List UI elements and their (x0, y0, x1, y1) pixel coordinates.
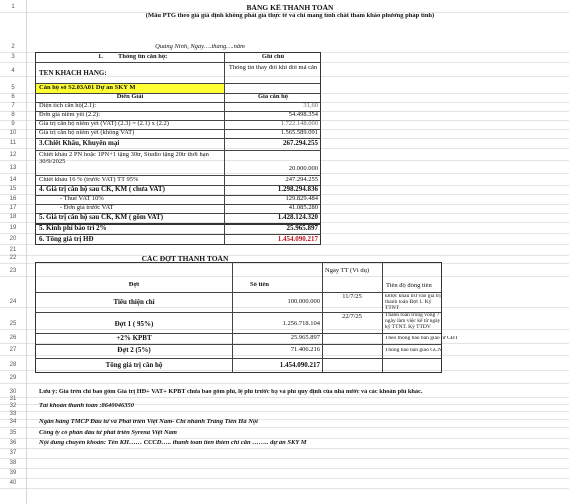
row-number: 7 (11, 103, 15, 109)
row-gridline (0, 383, 569, 384)
value-header: Giá căn hộ (258, 94, 288, 100)
payment-progress: Được khấu trừ vào giá trị thanh toán Đợt 1. Ký TTNT (385, 294, 441, 311)
item-label: 5. Giá trị căn hộ sau CK, KM ( gồm VAT) (39, 214, 164, 221)
row-number: 32 (9, 403, 17, 409)
row-number: 40 (9, 480, 17, 486)
info-change-note: Thông tin thay đổi khi đổi mã căn (228, 65, 318, 71)
note-line: Lưu ý: Giá trên chi bao gồm Giá trị HĐ+ VAT+ KPBT chưa bao gồm phí, lệ phí trước bạ và phí quy định của nhà nước và các khoản phí khác. (39, 389, 423, 395)
account-number: Tài khoản thanh toán :8640046350 (39, 403, 134, 409)
transfer-content: Nội dung chuyển khoản: Tên KH…… CCCD….. thanh toan tien thien chi căn …….. dự án SKY M (39, 440, 307, 446)
row-number: 20 (9, 236, 17, 242)
date-header: Ngày TT (Ví dụ) (325, 268, 369, 274)
row-number: 18 (9, 214, 17, 220)
bank-name: Ngân hàng TMCP Đầu tư và Phát triển Việt Nam- Chi nhánh Tràng Tiền Hà Nội (39, 419, 258, 425)
row-gridline (0, 448, 569, 449)
row-gridline (0, 458, 569, 459)
row-number: 28 (9, 362, 17, 368)
desc-header: Diễn Giải (116, 94, 144, 100)
row-number: 5 (11, 85, 15, 91)
row-number: 6 (11, 94, 15, 100)
item-value: 25.965.897 (286, 225, 318, 232)
page-subtitle: (Mẫu PTG theo giá giả định không phải giá thực tế và chỉ mang tính chất tham khảo phương pháp tính) (145, 13, 435, 19)
row-number: 36 (9, 440, 17, 446)
payment-phase: Tổng giá trị căn hộ (105, 362, 163, 369)
item-value: 31,60 (303, 103, 318, 109)
row-number: 22 (9, 255, 17, 261)
row-number: 19 (9, 225, 17, 231)
payment-total: 1.454.090.217 (279, 362, 320, 369)
item-value: 267.294.255 (283, 140, 318, 147)
row-number: 31 (9, 396, 17, 402)
row-gridline (0, 488, 569, 489)
payment-phase: Đợt 2 (5%) (117, 347, 151, 354)
row-number: 11 (9, 140, 17, 146)
row-number-gutter (26, 0, 27, 504)
row-number: 30 (9, 389, 17, 395)
row-number: 2 (11, 44, 15, 50)
unit-label: Căn hộ số S2.03A01 Dự án SKY M (39, 85, 136, 91)
item-label: Chiết khấu 16 % (trước VAT) TT 95% (39, 177, 139, 183)
row-gridline (0, 411, 569, 412)
item-value: 247.294.255 (285, 177, 318, 183)
row-number: 13 (9, 165, 17, 171)
item-label: 5. Kinh phí bảo trì 2% (39, 225, 107, 232)
item-label: 3.Chiết Khấu, Khuyến mại (39, 140, 120, 147)
row-number: 14 (9, 177, 17, 183)
item-value: 41.085.280 (288, 205, 318, 211)
row-number: 29 (9, 375, 17, 381)
payment-progress: Thông báo bàn giao GCN (385, 348, 442, 353)
payment-amount: 25.965.897 (290, 335, 320, 341)
row-number: 9 (11, 121, 15, 127)
row-gridline (0, 397, 569, 398)
payment-amount: 1.256.718.104 (282, 321, 320, 327)
page-title: BẢNG KÊ THANH TOÁN (246, 4, 334, 12)
item-label: 4. Giá trị căn hộ sau CK, KM ( chưa VAT) (39, 186, 165, 193)
row-number: 16 (9, 196, 17, 202)
row-number: 26 (9, 335, 17, 341)
item-label: - Thuế VAT 10% (60, 196, 104, 202)
payment-progress: Thanh toán trong vòng 7 ngày làm việc kể từ ngày ký TTNT. Ký TTDV (385, 313, 441, 330)
row-number: 24 (9, 299, 17, 305)
row-number: 23 (9, 268, 17, 274)
item-label: Diện tích căn hộ(2.1): (39, 103, 97, 109)
row-number: 15 (9, 186, 17, 192)
row-gridline (0, 478, 569, 479)
total-contract-value: 1.454.090.217 (277, 236, 318, 243)
section-number: 1. (98, 54, 103, 60)
row-number: 4 (11, 68, 15, 74)
item-label: - Đơn giá trước VAT (60, 205, 114, 211)
row-number: 17 (9, 205, 17, 211)
payment-phase: Đợt 1 ( 95%) (114, 321, 154, 328)
payment-phase: +2% KPBT (116, 335, 152, 342)
row-number: 3 (11, 54, 15, 60)
row-number: 37 (9, 450, 17, 456)
item-value: 20.000.000 (288, 166, 318, 172)
row-gridline (0, 438, 569, 439)
phase-header: Đợt (128, 282, 140, 288)
item-value: 1.428.124.320 (277, 214, 318, 221)
row-number: 10 (9, 130, 17, 136)
company-name: Công ty cổ phần đầu tư phát triển Syrena Việt Nam (39, 430, 177, 436)
item-value: 54.498.354 (288, 112, 318, 118)
row-number: 35 (9, 430, 17, 436)
row-gridline (0, 427, 569, 428)
payment-amount: 100.000.000 (287, 299, 320, 305)
row-number: 12 (9, 152, 17, 158)
payments-title: CÁC ĐỢT THANH TOÁN (141, 255, 229, 263)
payment-date: 22/7/25 (342, 314, 362, 320)
payment-phase: Tiểu thiện chí (113, 299, 155, 306)
row-number: 39 (9, 470, 17, 476)
row-gridline (0, 468, 569, 469)
row-number: 34 (9, 419, 17, 425)
payment-date: 11/7/25 (342, 294, 362, 300)
amount-header: Số tiền (250, 282, 269, 288)
place-date: Quảng Ninh, Ngày….tháng….năm (155, 44, 245, 50)
progress-header: Tiến độ đóng tiền (386, 283, 432, 289)
item-value: 1.565.589.091 (280, 130, 318, 136)
payment-amount: 71.406.216 (290, 347, 320, 353)
payment-progress: Theo thông báo bàn giao từ CĐT (385, 336, 458, 341)
item-value: 1.722.148.000 (280, 121, 318, 127)
row-number: 33 (9, 411, 17, 417)
row-number: 21 (9, 247, 17, 253)
item-label: Đơn giá niêm yết (2.2): (39, 112, 101, 118)
row-number: 25 (9, 321, 17, 327)
item-label: Giá trị căn hộ niêm yết (không VAT) (39, 130, 135, 136)
customer-label: TÊN KHÁCH HÀNG: (39, 70, 107, 77)
item-label: Giá trị căn hộ niêm yết (VAT) (2.3) = (2.1) x (2.2) (39, 121, 169, 127)
row-number: 27 (9, 347, 17, 353)
section-label: Thông tin căn hộ: (118, 54, 168, 60)
row-number: 1 (11, 4, 15, 10)
item-label: Chiết khấu 2 PN hoặc 1PN+1 tặng 30tr, Studio tặng 20tr thời hạn 30/9/2025 (39, 152, 209, 165)
item-value: 129.829.484 (285, 196, 318, 202)
item-value: 1.298.294.836 (277, 186, 318, 193)
item-label: 6. Tổng giá trị HĐ (39, 236, 94, 243)
note-header: Ghi chú (261, 54, 285, 60)
row-number: 8 (11, 112, 15, 118)
row-number: 38 (9, 460, 17, 466)
